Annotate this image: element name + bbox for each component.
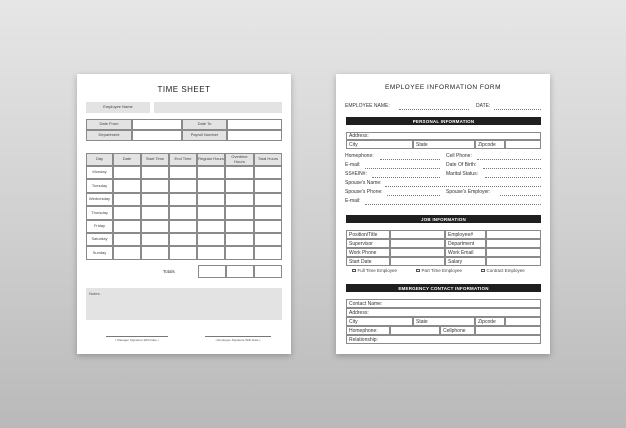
ssn-label: SS#EIN#: bbox=[345, 171, 367, 177]
timesheet-cell[interactable] bbox=[169, 193, 197, 206]
city2-field[interactable] bbox=[346, 317, 413, 326]
day-label: Wednesday bbox=[86, 193, 113, 206]
timesheet-cell[interactable] bbox=[141, 246, 169, 259]
employee-num-label-cell bbox=[445, 230, 486, 239]
contact-name-label: Contact Name: bbox=[349, 300, 383, 307]
timesheet-cell[interactable] bbox=[169, 166, 197, 179]
state-field[interactable] bbox=[413, 140, 475, 149]
email2-label: E-mail: bbox=[345, 198, 361, 204]
full-time-label: Full Time Employee bbox=[357, 268, 398, 273]
date-line[interactable] bbox=[494, 109, 541, 110]
timesheet-cell[interactable] bbox=[197, 193, 225, 206]
work-email-label: Work Email bbox=[448, 249, 474, 256]
email2-line[interactable] bbox=[365, 204, 541, 205]
employee-signature-label: ( Employee Signature With Date ) bbox=[215, 338, 261, 342]
cellphone-line[interactable] bbox=[477, 159, 541, 160]
start-date-label: Start Date bbox=[349, 258, 372, 265]
work-phone-label-cell bbox=[346, 248, 390, 257]
cellphone2-label-cell bbox=[440, 326, 475, 335]
timesheet-cell[interactable] bbox=[197, 179, 225, 192]
timesheet-cell[interactable] bbox=[141, 206, 169, 219]
contact-name-field[interactable] bbox=[346, 299, 541, 308]
emp-form-title: EMPLOYEE INFORMATION FORM bbox=[384, 84, 502, 91]
address2-field[interactable] bbox=[346, 308, 541, 317]
start-date-label-cell bbox=[346, 257, 390, 266]
contract-checkbox[interactable] bbox=[481, 268, 525, 273]
cellphone2-label: Cellphone bbox=[443, 327, 466, 334]
timesheet-cell[interactable] bbox=[254, 220, 282, 233]
zip-label: Zipcode bbox=[478, 141, 496, 148]
day-label: Saturday bbox=[86, 233, 113, 246]
zip2-label: Zipcode bbox=[478, 318, 496, 325]
checkbox-icon bbox=[481, 269, 485, 273]
position-label-cell bbox=[346, 230, 390, 239]
contract-label: Contract Employee bbox=[486, 268, 525, 273]
zip-field[interactable] bbox=[475, 140, 505, 149]
timesheet-cell[interactable] bbox=[169, 246, 197, 259]
timesheet-cell[interactable] bbox=[254, 166, 282, 179]
totals-label: Totals bbox=[163, 269, 175, 274]
timesheet-page bbox=[77, 74, 291, 354]
start-date-field[interactable] bbox=[390, 257, 445, 266]
supervisor-label: Supervisor bbox=[349, 240, 373, 247]
date-to-label: Date To bbox=[182, 119, 227, 130]
timesheet-cell[interactable] bbox=[225, 246, 254, 259]
work-phone-field[interactable] bbox=[390, 248, 445, 257]
state-label: State bbox=[416, 141, 428, 148]
manager-signature-label: ( Manager Signature With Date ) bbox=[115, 338, 159, 342]
timesheet-cell[interactable] bbox=[169, 233, 197, 246]
salary-label: Salary bbox=[448, 258, 463, 265]
ssn-line[interactable] bbox=[372, 177, 440, 178]
work-email-label-cell bbox=[445, 248, 486, 257]
timesheet-cell[interactable] bbox=[141, 220, 169, 233]
department-field[interactable] bbox=[132, 130, 182, 141]
marital-label: Marital Status: bbox=[446, 171, 478, 177]
zip2-field[interactable] bbox=[475, 317, 505, 326]
timesheet-cell[interactable] bbox=[169, 179, 197, 192]
employee-num-field[interactable] bbox=[486, 230, 541, 239]
timesheet-cell[interactable] bbox=[197, 246, 225, 259]
full-time-checkbox[interactable] bbox=[352, 268, 397, 273]
col-regular-hours: Regular Hours bbox=[197, 153, 225, 166]
date-to-field[interactable] bbox=[227, 119, 282, 130]
spouse-employer-line[interactable] bbox=[500, 195, 541, 196]
zip2-value[interactable] bbox=[505, 317, 541, 326]
timesheet-cell[interactable] bbox=[225, 233, 254, 246]
timesheet-cell[interactable] bbox=[225, 166, 254, 179]
position-label: Position/Title bbox=[349, 231, 378, 238]
spouse-phone-line[interactable] bbox=[387, 195, 440, 196]
job-info-header: JOB INFORMATION bbox=[346, 215, 541, 223]
city-field[interactable] bbox=[346, 140, 413, 149]
payroll-label: Payroll Number bbox=[182, 130, 227, 141]
totals-regular[interactable] bbox=[198, 265, 226, 278]
timesheet-cell[interactable] bbox=[254, 193, 282, 206]
date-from-field[interactable] bbox=[132, 119, 182, 130]
email-label: E-mail: bbox=[345, 162, 361, 168]
timesheet-cell[interactable] bbox=[113, 206, 141, 219]
timesheet-cell[interactable] bbox=[141, 233, 169, 246]
zip-value[interactable] bbox=[505, 140, 541, 149]
day-label: Sunday bbox=[86, 246, 113, 259]
timesheet-cell[interactable] bbox=[225, 206, 254, 219]
timesheet-cell[interactable] bbox=[113, 179, 141, 192]
timesheet-cell[interactable] bbox=[197, 206, 225, 219]
timesheet-cell[interactable] bbox=[113, 193, 141, 206]
city2-label: City bbox=[349, 318, 358, 325]
ef-department-label: Department bbox=[448, 240, 475, 247]
timesheet-cell[interactable] bbox=[254, 179, 282, 192]
supervisor-field[interactable] bbox=[390, 239, 445, 248]
emergency-header: EMERGENCY CONTACT INFORMATION bbox=[346, 284, 541, 292]
col-date: Date bbox=[113, 153, 141, 166]
totals-total[interactable] bbox=[254, 265, 282, 278]
homephone-line[interactable] bbox=[380, 159, 440, 160]
work-email-field[interactable] bbox=[486, 248, 541, 257]
notes-label: Notes: bbox=[89, 291, 101, 296]
salary-field[interactable] bbox=[486, 257, 541, 266]
timesheet-cell[interactable] bbox=[141, 166, 169, 179]
spouse-phone-label: Spouse's Phone: bbox=[345, 189, 383, 195]
supervisor-label-cell bbox=[346, 239, 390, 248]
notes-box[interactable] bbox=[86, 288, 282, 320]
timesheet-cell[interactable] bbox=[141, 193, 169, 206]
homephone-label: Homephone: bbox=[345, 153, 374, 159]
col-total-hours: Total Hours bbox=[254, 153, 282, 166]
cellphone2-field[interactable] bbox=[475, 326, 541, 335]
employee-form-page bbox=[336, 74, 550, 354]
timesheet-cell[interactable] bbox=[169, 206, 197, 219]
day-label: Tuesday bbox=[86, 179, 113, 192]
timesheet-cell[interactable] bbox=[141, 179, 169, 192]
state2-label: State bbox=[416, 318, 428, 325]
dob-label: Date Of Birth: bbox=[446, 162, 477, 168]
personal-info-header: PERSONAL INFORMATION bbox=[346, 117, 541, 125]
homephone2-label-cell bbox=[346, 326, 390, 335]
position-field[interactable] bbox=[390, 230, 445, 239]
spouse-name-label: Spouse's Name: bbox=[345, 180, 382, 186]
timesheet-cell[interactable] bbox=[197, 233, 225, 246]
manager-signature-line[interactable] bbox=[106, 336, 168, 337]
col-start-time: Start Time bbox=[141, 153, 169, 166]
relationship-field[interactable] bbox=[346, 335, 541, 344]
checkbox-icon bbox=[416, 269, 420, 273]
salary-label-cell bbox=[445, 257, 486, 266]
department-label-cell bbox=[445, 239, 486, 248]
col-day: Day bbox=[86, 153, 113, 166]
col-overtime-hours: Overtime Hours bbox=[225, 153, 254, 166]
employee-signature-line[interactable] bbox=[205, 336, 271, 337]
timesheet-title: TIME SHEET bbox=[157, 85, 211, 94]
address-field[interactable] bbox=[346, 132, 541, 140]
employee-name-field[interactable] bbox=[154, 102, 282, 113]
homephone2-field[interactable] bbox=[390, 326, 440, 335]
city-label: City bbox=[349, 141, 358, 148]
timesheet-cell[interactable] bbox=[113, 220, 141, 233]
timesheet-cell[interactable] bbox=[113, 246, 141, 259]
timesheet-cell[interactable] bbox=[113, 166, 141, 179]
dob-line[interactable] bbox=[483, 168, 541, 169]
timesheet-cell[interactable] bbox=[225, 193, 254, 206]
address2-label: Address: bbox=[349, 309, 369, 316]
date-label: DATE: bbox=[476, 103, 491, 109]
timesheet-cell[interactable] bbox=[113, 233, 141, 246]
homephone2-label: Homephone: bbox=[349, 327, 378, 334]
state2-field[interactable] bbox=[413, 317, 475, 326]
emp-name-label: EMPLOYEE NAME: bbox=[345, 103, 390, 109]
marital-line[interactable] bbox=[485, 177, 541, 178]
timesheet-cell[interactable] bbox=[254, 246, 282, 259]
col-end-time: End Time bbox=[169, 153, 197, 166]
part-time-label: Part Time Employee bbox=[421, 268, 463, 273]
timesheet-cell[interactable] bbox=[169, 220, 197, 233]
ef-department-field[interactable] bbox=[486, 239, 541, 248]
checkbox-icon bbox=[352, 269, 356, 273]
email-line[interactable] bbox=[365, 168, 440, 169]
payroll-field[interactable] bbox=[227, 130, 282, 141]
emp-name-line[interactable] bbox=[399, 109, 469, 110]
employee-num-label: Employee# bbox=[448, 231, 474, 238]
spouse-name-line[interactable] bbox=[385, 186, 541, 187]
relationship-label: Relationship: bbox=[349, 336, 378, 343]
timesheet-cell[interactable] bbox=[225, 220, 254, 233]
date-from-label: Date From bbox=[86, 119, 132, 130]
address-label: Address: bbox=[349, 133, 369, 139]
timesheet-cell[interactable] bbox=[197, 220, 225, 233]
part-time-checkbox[interactable] bbox=[416, 268, 462, 273]
work-phone-label: Work Phone bbox=[349, 249, 377, 256]
timesheet-cell[interactable] bbox=[254, 233, 282, 246]
totals-overtime[interactable] bbox=[226, 265, 254, 278]
timesheet-cell[interactable] bbox=[197, 166, 225, 179]
employee-name-label: Employee Name bbox=[86, 102, 150, 113]
timesheet-cell[interactable] bbox=[225, 179, 254, 192]
day-label: Thursday bbox=[86, 206, 113, 219]
cellphone-label: Cell Phone: bbox=[446, 153, 472, 159]
department-label: Department bbox=[86, 130, 132, 141]
day-label: Monday bbox=[86, 166, 113, 179]
timesheet-cell[interactable] bbox=[254, 206, 282, 219]
spouse-employer-label: Spouse's Employer: bbox=[446, 189, 491, 195]
day-label: Friday bbox=[86, 220, 113, 233]
